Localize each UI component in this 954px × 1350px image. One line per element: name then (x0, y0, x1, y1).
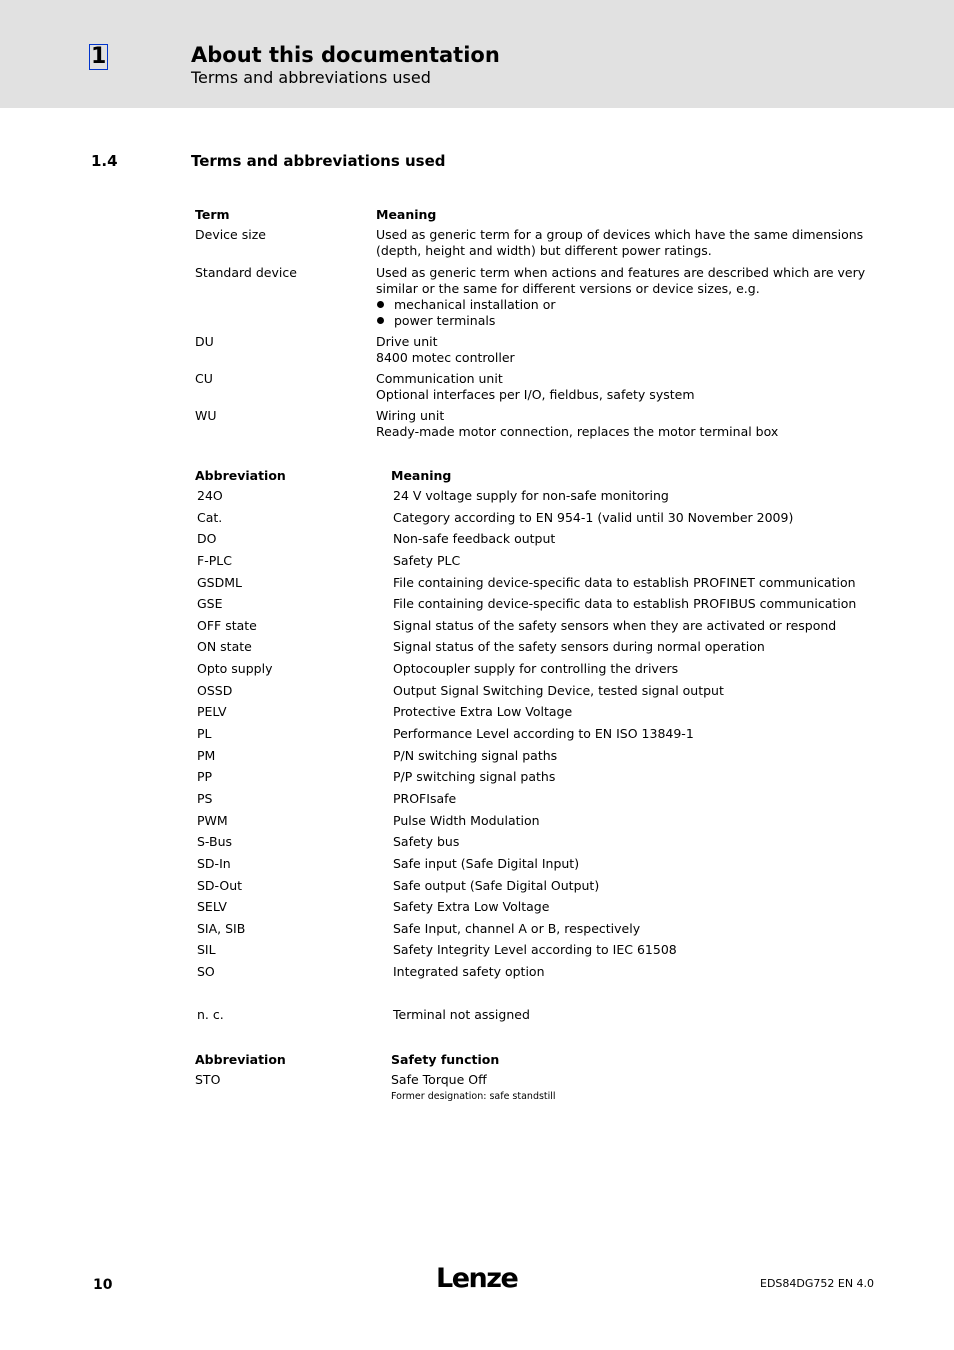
abbr-cell: SD-Out (197, 878, 243, 893)
section-number: 1.4 (91, 152, 118, 170)
abbr-meaning-cell: Signal status of the safety sensors when they are activated or respond (393, 618, 837, 633)
abbr-cell: SO (197, 964, 215, 979)
term-standard-device: Standard device (195, 265, 297, 280)
abbr-meaning-cell: PROFIsafe (393, 791, 457, 806)
abbrev-header-meaning: Meaning (391, 468, 452, 483)
document-code: EDS84DG752 EN 4.0 (760, 1277, 875, 1290)
meaning-line: Used as generic term when actions and features are described which are very (376, 265, 866, 280)
meaning-line: Used as generic term for a group of devices which have the same dimensions (376, 227, 864, 242)
meaning-line: 8400 motec controller (376, 350, 515, 365)
abbr-meaning-cell: 24 V voltage supply for non-safe monitoring (393, 488, 669, 503)
terms-header-term: Term (195, 207, 230, 222)
chapter-subtitle: Terms and abbreviations used (191, 68, 431, 87)
abbr-cell: OSSD (197, 683, 233, 698)
term-device-size-meaning (376, 227, 863, 259)
abbr-meaning-cell: Safety PLC (393, 553, 461, 568)
term-standard-device-meaning (376, 265, 865, 329)
safety-function-sto: Safe Torque Off (391, 1072, 487, 1087)
abbr-meaning-cell: Safety Extra Low Voltage (393, 899, 550, 914)
bullet-item: mechanical installation or (376, 297, 865, 313)
page-header (0, 0, 954, 108)
abbr-cell: PELV (197, 704, 227, 719)
term-device-size: Device size (195, 227, 266, 242)
page-number: 10 (93, 1277, 113, 1293)
abbr-cell: GSE (197, 596, 223, 611)
meaning-line: Communication unit (376, 371, 503, 386)
terms-header-meaning: Meaning (376, 207, 437, 222)
abbr-cell: SD-In (197, 856, 231, 871)
abbr-cell: SELV (197, 899, 227, 914)
abbrev-header-abbreviation: Abbreviation (195, 468, 286, 483)
abbr-cell: PWM (197, 813, 228, 828)
abbr-cell: PS (197, 791, 213, 806)
safety-function-note: Former designation: safe standstill (391, 1091, 556, 1102)
chapter-title: About this documentation (191, 43, 500, 67)
abbr-cell: F-PLC (197, 553, 232, 568)
bullet-item: power terminals (376, 313, 865, 329)
abbr-meaning-cell: File containing device-specific data to establish PROFINET communication (393, 575, 856, 590)
section-title: Terms and abbreviations used (191, 152, 446, 170)
safety-header-function: Safety function (391, 1052, 500, 1067)
abbr-cell: PM (197, 748, 216, 763)
abbr-cell: DO (197, 531, 217, 546)
abbr-cell: n. c. (197, 1007, 224, 1022)
abbr-cell: GSDML (197, 575, 242, 590)
abbr-meaning-cell: Signal status of the safety sensors during normal operation (393, 639, 765, 654)
abbr-cell: OFF state (197, 618, 257, 633)
chapter-number[interactable]: 1 (91, 44, 107, 69)
abbr-meaning-cell: Safe input (Safe Digital Input) (393, 856, 580, 871)
abbr-meaning-cell: P/N switching signal paths (393, 748, 558, 763)
abbr-meaning-cell: Safe output (Safe Digital Output) (393, 878, 600, 893)
abbr-meaning-cell: Output Signal Switching Device, tested signal output (393, 683, 724, 698)
abbr-meaning-cell: Optocoupler supply for controlling the drivers (393, 661, 679, 676)
abbr-meaning-cell: Integrated safety option (393, 964, 545, 979)
term-wu-meaning (376, 408, 778, 440)
abbr-meaning-cell: Protective Extra Low Voltage (393, 704, 573, 719)
meaning-line: Wiring unit (376, 408, 445, 423)
safety-header-abbreviation: Abbreviation (195, 1052, 286, 1067)
abbr-cell: SIL (197, 942, 216, 957)
abbr-cell: SIA, SIB (197, 921, 246, 936)
term-cu: CU (195, 371, 213, 386)
abbr-meaning-cell: P/P switching signal paths (393, 769, 556, 784)
abbr-cell: Cat. (197, 510, 223, 525)
abbr-meaning-cell: Non-safe feedback output (393, 531, 556, 546)
term-du: DU (195, 334, 214, 349)
safety-abbr-sto: STO (195, 1072, 221, 1087)
term-du-meaning (376, 334, 515, 366)
abbr-cell: PP (197, 769, 213, 784)
abbr-meaning-cell: Safe Input, channel A or B, respectively (393, 921, 641, 936)
abbr-meaning-cell: Category according to EN 954-1 (valid until 30 November 2009) (393, 510, 794, 525)
abbr-cell: S-Bus (197, 834, 233, 849)
lenze-logo: Lenze (436, 1263, 518, 1294)
meaning-line: Ready-made motor connection, replaces the motor terminal box (376, 424, 779, 439)
abbr-meaning-cell: Pulse Width Modulation (393, 813, 540, 828)
abbr-meaning-cell: File containing device-specific data to establish PROFIBUS communication (393, 596, 857, 611)
meaning-line: similar or the same for different versions or device sizes, e.g. (376, 281, 760, 296)
abbr-cell: ON state (197, 639, 252, 654)
abbr-cell: PL (197, 726, 212, 741)
abbr-meaning-cell: Safety bus (393, 834, 460, 849)
abbr-cell: Opto supply (197, 661, 273, 676)
meaning-line: Optional interfaces per I/O, fieldbus, safety system (376, 387, 695, 402)
abbr-meaning-cell: Terminal not assigned (393, 1007, 530, 1022)
abbr-meaning-cell: Safety Integrity Level according to IEC 61508 (393, 942, 677, 957)
term-cu-meaning (376, 371, 695, 403)
abbr-cell: 24O (197, 488, 223, 503)
term-wu: WU (195, 408, 217, 423)
abbr-meaning-cell: Performance Level according to EN ISO 13849-1 (393, 726, 694, 741)
meaning-line: (depth, height and width) but different power ratings. (376, 243, 712, 258)
meaning-line: Drive unit (376, 334, 438, 349)
